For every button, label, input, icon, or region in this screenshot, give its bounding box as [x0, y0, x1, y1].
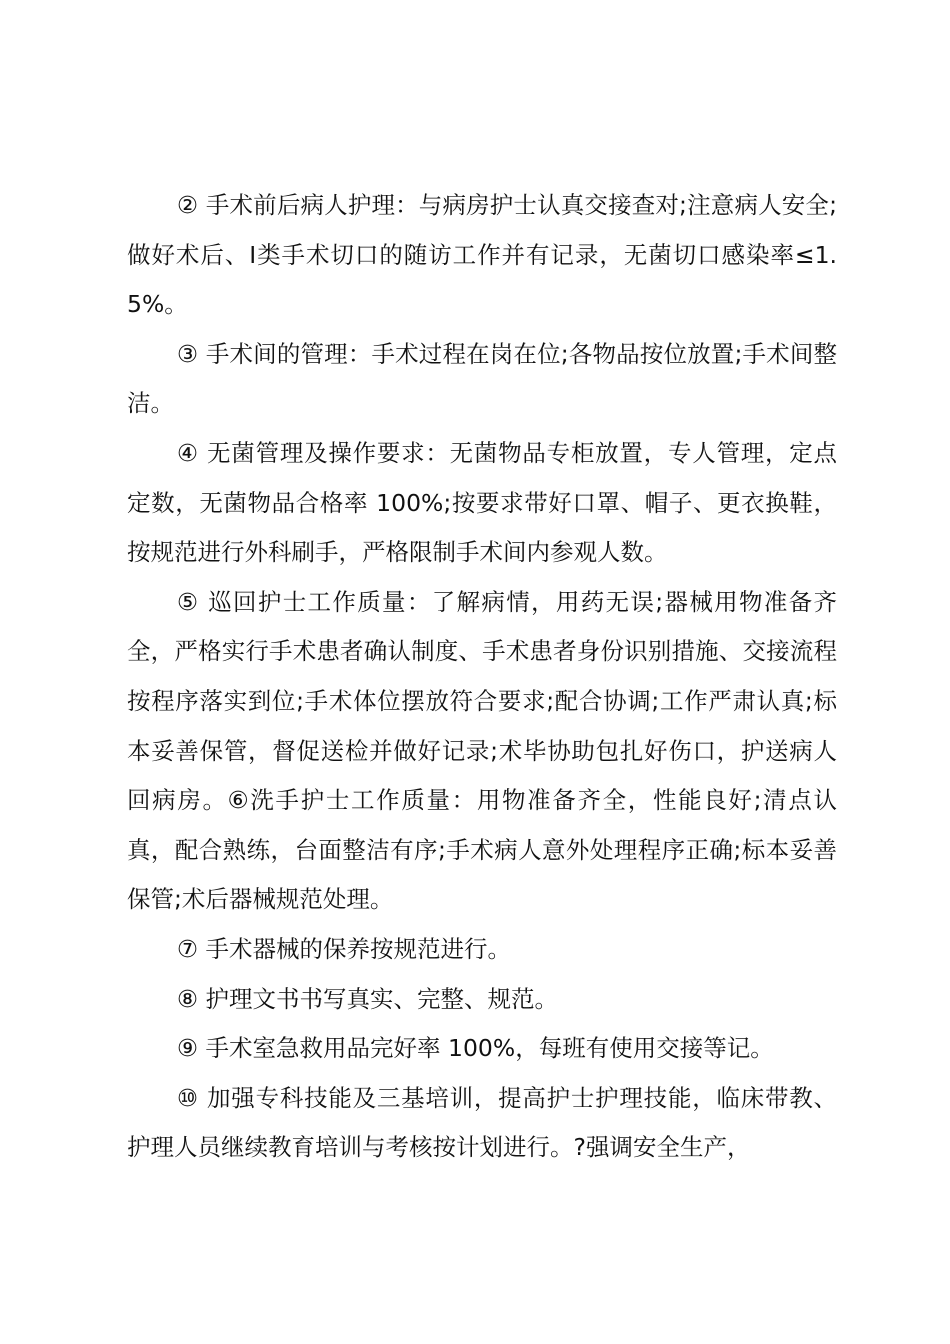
document-body: [127, 181, 837, 1173]
paragraph-item-5-6: ⑤ 巡回护士工作质量：了解病情，用药无误;器械用物准备齐全，严格实行手术患者确认制度、手术患者身份识别措施、交接流程按程序落实到位;手术体位摆放符合要求;配合协调;工作严肃认真;标本妥善保管，督促送检并做好记录;术毕协助包扎好伤口，护送病人回病房。⑥洗手护士工作质量：用物准备齐全，性能良好;清点认真，配合熟练，台面整洁有序;手术病人意外处理程序正确;标本妥善保管;术后器械规范处理。: [127, 587, 837, 914]
paragraph-item-2: ② 手术前后病人护理：与病房护士认真交接查对;注意病人安全;做好术后、Ⅰ类手术切口的随访工作并有记录，无菌切口感染率≤1.5%。: [127, 191, 837, 319]
paragraph-item-8: ⑧ 护理文书书写真实、完整、规范。: [177, 984, 559, 1013]
paragraph-item-4: ④ 无菌管理及操作要求：无菌物品专柜放置，专人管理，定点定数，无菌物品合格率 100%;按要求带好口罩、帽子、更衣换鞋，按规范进行外科刷手，严格限制手术间内参观人数。: [127, 438, 837, 567]
paragraph-item-9: ⑨ 手术室急救用品完好率 100%，每班有使用交接等记。: [177, 1034, 774, 1063]
paragraph-item-3: ③ 手术间的管理：手术过程在岗在位;各物品按位放置;手术间整洁。: [127, 339, 837, 418]
paragraph-item-7: ⑦ 手术器械的保养按规范进行。: [177, 934, 512, 963]
paragraph-item-10: ⑩ 加强专科技能及三基培训，提高护士护理技能，临床带教、护理人员继续教育培训与考核按计划进行。?强调安全生产，: [127, 1083, 837, 1162]
